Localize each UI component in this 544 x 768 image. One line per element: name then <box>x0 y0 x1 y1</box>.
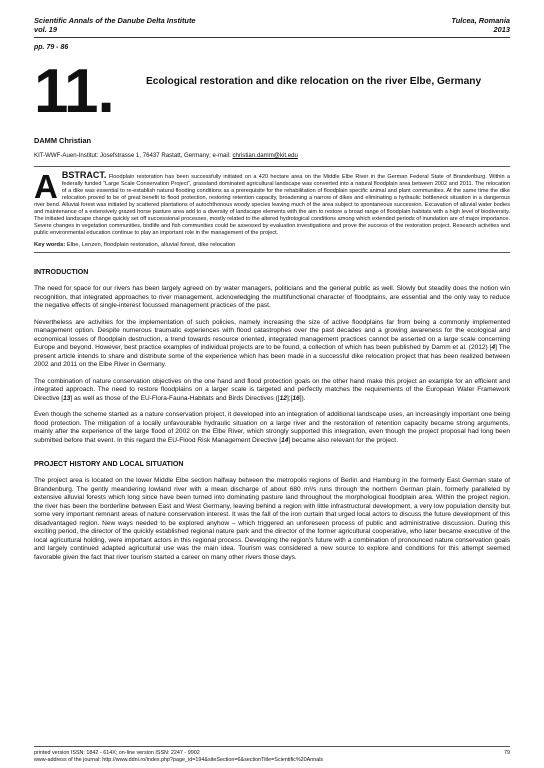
intro-p2-text-b: ] The present article intends to share and distribute some of the experience which has been made in a successful dike relocation project that has been realized between 2002 and 2011 on the Elbe River in Germany. <box>34 344 510 368</box>
footer-web-address: www-address of the journal: http://www.ddni.ro/index.php?page_id=194&siteSection=6&sectionTitle=Scientific%20Annals <box>34 757 324 763</box>
abstract-text: Floodplain restoration has been successfully initiated on a 420 hectare area on the Middle Elbe River in the German Federal State of Brandenburg. Within a federally funded “Large Scale Conservation Project”, grassland dominated agricultural landscape was converted into a natural floodplain area between 2002 and 2011. The relocation of a dike was essential to re-establish natural flooding conditions as a prerequisite for the rehabilitation of floodplain specific animal and plant communities. At the same time the dike relocation proved to be of great benefit to flood protection, restoring retention capacity, broadening a narrow of dikes and eliminating a hydraulic bottleneck situation in a dangerous river bend. Alluvial forest was initiated by scattered plantations of autochthonous woody species leaving much of the area subject to spontaneous succession. Excavation of alluvial water bodies and maintenance of a extensively grazed horse pasture area add to a diversity of landscape elements with the aim to restore a broad range of floodplain habitats with a high level of biodiversity. The initiated landscape change quickly set off successional processes, mostly related to the altered hydrological conditions among which extended periods of inundation are of major importance. Severe changes in vegetation communities, birdlife and fish communities could be assessed by evaluation investigations and prove the success of the restoration project. Research activities and public environmental education continue to play an important role in the management of the project. <box>34 174 510 236</box>
intro-p4-text-b: ] became also relevant for the project. <box>288 436 398 444</box>
intro-p3-text-b: ] as well as those of the EU-Flora-Fauna-Habitats and Birds Directives ([ <box>70 394 280 402</box>
journal-year: 2013 <box>493 25 510 34</box>
intro-p3-text-a: The combination of nature conservation objectives on the one hand and flood protection goals on the other hand make this project an example for an efficient and integrated approach. The need to restore floodplains on a larger scale is targeted and perfectly matches the requirements of the European Water Framework Directive [ <box>34 377 510 402</box>
history-paragraph-1: The project area is located on the lower Middle Elbe section halfway between the metropolis regions of Berlin and Hamburg in the formerly East German state of Brandenburg. The gently meandering lowland river with a mean discharge of about 680 m³/s runs through the northern German plain, formerly paralleled by extensive alluvial forests which long since have been turned into dominating pasture land throughout the morphological floodplain area. Within the project region, the river has been the borderline between East and West Germany, leaving behind a region with little infrastructural development, a very low population density but some very important remnant areas of nature conservation interest. It was the fall of the iron curtain that urged local actors to discuss the future development of this disadvantaged region. New ways needed to be explored anyhow – which triggered an unforeseen process of public and administrative discussion. During this exciting period, the director of the quickly established regional nature park and the director of the former agricultural cooperative, who later became executive of the local agricultural holding, were important actors in this regional process. Developing the region's future with a combination of pronounced nature conservation goals and largely continued adapted agricultural use was the main idea. Tourism was considered a new source to explore and conditions for this attempt seemed favorable given the fact that river tourism started a career on many other rivers those days. <box>34 477 510 561</box>
author-affiliation <box>34 152 510 159</box>
running-header <box>34 16 510 34</box>
citation-ref[interactable]: 13 <box>63 394 71 402</box>
section-heading-introduction: INTRODUCTION <box>34 268 89 276</box>
intro-paragraph-1: The need for space for our rivers has been largely agreed on by water managers, politicians and the general public as well. Slowly but steadily does the notion win recognition, that integrated approaches to river management, acknowledging the multifunctional character of floodplains, are essential and the only way to reduce the negative effects of single-interest focussed management practices of the past. <box>34 285 510 309</box>
intro-paragraph-3 <box>34 378 510 404</box>
article-title: Ecological restoration and dike relocation on the river Elbe, Germany <box>146 76 482 87</box>
page-range: pp. 79 - 86 <box>34 44 69 51</box>
author-name: DAMM Christian <box>34 136 92 145</box>
keywords-rule <box>34 252 510 253</box>
journal-volume: vol. 19 <box>34 25 58 34</box>
title-block <box>34 57 510 126</box>
intro-p4-text-a: Even though the scheme started as a nature conservation project, it developed into an integration of additional landscape uses, an increasingly important one being flood protection. The mitigation of a locally unfavourable hydraulic situation on a large river and the restoration of retention capacity became strong arguments, mainly after the experience of the large flood of 2002 on the Elbe River, which strongly supported this integration, even though the project proposal had long been submitted before that event. In this regard the EU-Flood Risk Management Directive [ <box>34 411 510 444</box>
citation-ref[interactable]: 4 <box>491 344 496 351</box>
abstract-dropcap: A <box>34 168 58 205</box>
citation-ref[interactable]: 14 <box>281 436 289 444</box>
citation-ref[interactable]: 16 <box>292 394 300 402</box>
header-right <box>451 16 510 34</box>
email-link[interactable]: christian.damm@kit.edu <box>232 152 298 159</box>
abstract-heading: BSTRACT. <box>61 170 107 180</box>
page-number: 79 <box>504 750 510 756</box>
intro-paragraph-4 <box>34 411 510 445</box>
header-left <box>34 16 196 34</box>
abstract <box>34 168 510 237</box>
citation-ref[interactable]: 12 <box>279 394 287 402</box>
section-heading-history: PROJECT HISTORY AND LOCAL SITUATION <box>34 460 184 468</box>
affiliation-text: KIT-WWF-Auen-Institut: Josefstrasse 1, 76437 Rastatt, Germany; e-mail: <box>34 152 233 159</box>
article-number: 11. <box>34 57 114 126</box>
intro-paragraph-2 <box>34 319 510 370</box>
intro-p3-text-c: ];[ <box>286 394 293 402</box>
keywords-list: Elbe, Lenzen, floodplain restoration, alluvial forest, dike relocation <box>65 242 236 248</box>
intro-p2-text-a: Nevertheless are activities for the implementation of such policies, namely increasing the size of active floodplains far from being a commonly implemented management option. Despite numerous traumatic experiences with flood catastrophes over the past decades and a growing awareness for the ecological and economical losses of floodplain destruction, a trend towards resource oriented, integrated management practices cannot be asserted on a large scale concerning Europe and beyond. However, best practice examples of individual projects are to be found, a collection of which has been published by Damm et al. (2012) [ <box>34 318 510 351</box>
footer-rule <box>34 746 510 747</box>
journal-name: Scientific Annals of the Danube Delta Institute <box>34 16 196 25</box>
journal-place: Tulcea, Romania <box>451 16 510 25</box>
intro-p3-text-d: ]). <box>299 394 306 402</box>
paper-page <box>34 16 510 562</box>
keywords-label: Key words: <box>34 242 66 248</box>
page-footer <box>34 750 510 764</box>
header-rule <box>34 37 510 38</box>
affiliation-rule <box>34 166 510 167</box>
keywords <box>34 242 510 248</box>
footer-issn: printed version ISSN: 1842 - 614X; on-line version ISSN: 2247 - 9902 <box>34 750 200 756</box>
